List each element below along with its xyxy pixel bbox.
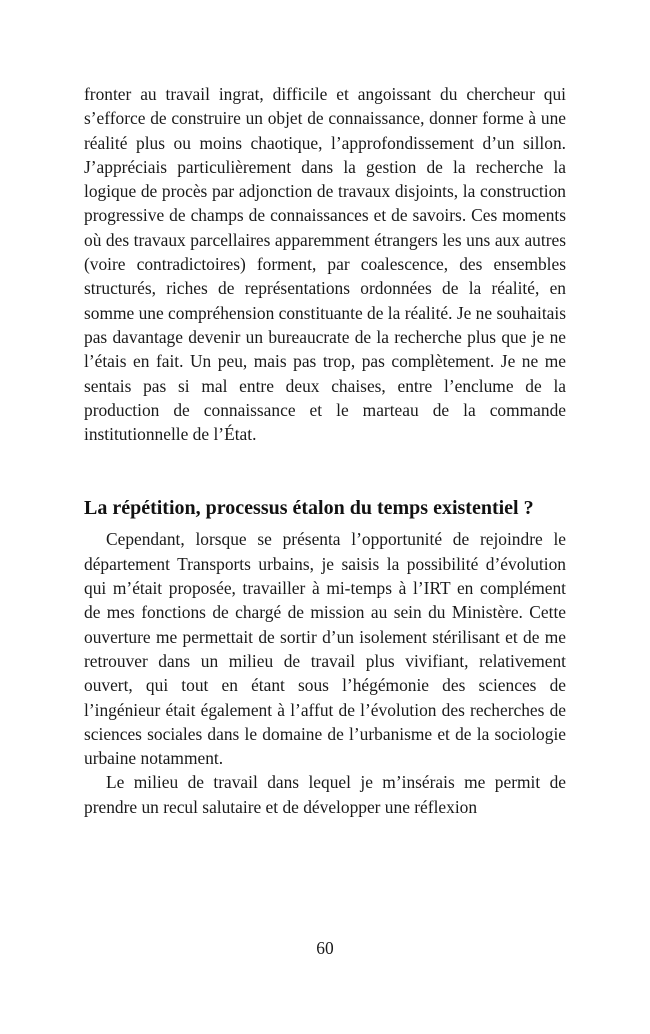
body-paragraph: fronter au travail ingrat, difficile et angoissant du chercheur qui s’efforce de construire un objet de connaissance, donner forme à une réalité plus ou moins chaotique, l’approfondissement d’un sillon. J’appréciais particulièrement dans la gestion de la recherche la logique de procès par adjonction de travaux disjoints, la construction progressive de champs de connaissances et de savoirs. Ces moments où des travaux parcellaires apparemment étrangers les uns aux autres (voire contradictoires) forment, par coalescence, des ensembles structurés, riches de représentations ordonnées de la réalité, en somme une compréhension constituante de la réalité. Je ne souhaitais pas davantage devenir un bureaucrate de la recherche plus que je ne l’étais en fait. Un peu, mais pas trop, pas complètement. Je ne me sentais pas si mal entre deux chaises, entre l’enclume de la production de connaissance et le marteau de la commande institutionnelle de l’État. xyxy=(84,84,566,445)
body-paragraph: Cependant, lorsque se présenta l’opportunité de rejoindre le département Transports urbains, je saisis la possibilité d’évolution qui m’était proposée, travailler à mi-temps à l’IRT en complément de mes fonctions de chargé de mission au sein du Ministère. Cette ouverture me permettait de sortir d’un isolement stérilisant et de me retrouver dans un milieu de travail plus vivifiant, relativement ouvert, qui tout en étant sous l’hégémonie des sciences de l’ingénieur était également à l’affut de l’évolution des recherches de sciences sociales dans le domaine de l’urbanisme et de la sociologie urbaine notamment. xyxy=(84,529,566,769)
page-body xyxy=(84,82,566,819)
body-paragraph: Le milieu de travail dans lequel je m’insérais me permit de prendre un recul salutaire et de développer une réflexion xyxy=(84,772,566,817)
page-number: 60 xyxy=(316,938,334,958)
section-heading: La répétition, processus étalon du temps existentiel ? xyxy=(84,497,534,520)
